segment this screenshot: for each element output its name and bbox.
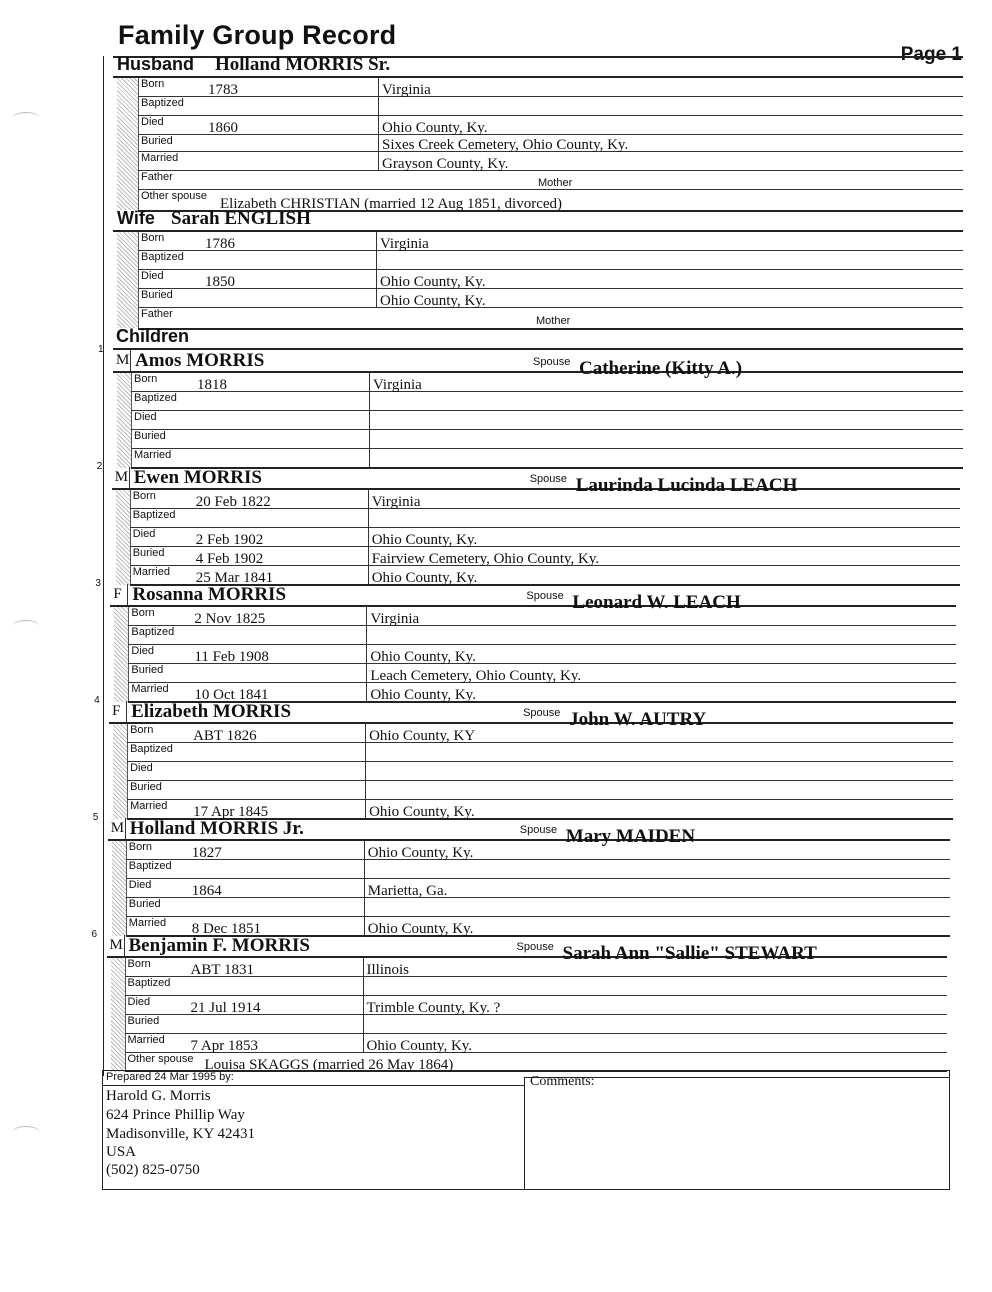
child-hatch xyxy=(113,724,128,819)
child-spouse: Mary MAIDEN xyxy=(565,826,696,847)
column-divider xyxy=(366,607,367,625)
spouse-label: Spouse xyxy=(519,824,558,836)
field-label: Born xyxy=(128,841,153,853)
field-label: Married xyxy=(132,566,170,578)
column-divider xyxy=(368,528,369,546)
child-born-row xyxy=(125,958,947,977)
buried-place: Ohio County, Ky. xyxy=(380,293,486,309)
preparer-name: Harold G. Morris xyxy=(106,1088,211,1104)
children-label: Children xyxy=(116,326,190,346)
sex-divider xyxy=(130,350,131,371)
field-label: Baptized xyxy=(130,743,173,755)
married-date: 10 Oct 1841 xyxy=(194,687,269,703)
field-label: Died xyxy=(130,762,153,774)
field-label: Born xyxy=(134,373,158,385)
child-hatch xyxy=(111,958,126,1072)
died-place: Ohio County, Ky. xyxy=(380,274,486,290)
born-place: Virginia xyxy=(370,611,420,627)
column-divider xyxy=(365,724,366,742)
husband-father-row xyxy=(138,171,963,190)
wife-label: Wife xyxy=(117,208,155,228)
child-sex: F xyxy=(113,586,122,602)
child-died-row xyxy=(131,411,963,430)
child-died-row xyxy=(127,762,953,781)
other-spouse: Elizabeth CHRISTIAN (married 12 Aug 1851, divorced) xyxy=(220,196,563,212)
field-label: Married xyxy=(131,683,169,695)
field-label: Baptized xyxy=(141,97,184,109)
born-place: Virginia xyxy=(373,377,422,393)
child-buried-row xyxy=(130,547,960,566)
field-label: Buried xyxy=(141,135,173,147)
child-name: Benjamin F. MORRIS xyxy=(128,935,310,956)
born-date: 20 Feb 1822 xyxy=(195,494,271,510)
field-label: Buried xyxy=(134,430,166,442)
column-divider xyxy=(369,430,370,448)
field-label: Buried xyxy=(132,547,165,559)
husband-born-row xyxy=(138,78,963,97)
column-divider xyxy=(369,411,370,429)
spouse-label: Spouse xyxy=(533,356,571,368)
column-divider xyxy=(363,996,364,1014)
husband-buried-row xyxy=(138,135,963,152)
child-sex: M xyxy=(110,820,125,836)
binder-hole-mark xyxy=(12,112,40,125)
child-married-row xyxy=(128,683,956,703)
child-name: Amos MORRIS xyxy=(135,350,265,371)
field-label: Baptized xyxy=(128,860,172,872)
field-label: Buried xyxy=(127,1015,160,1027)
field-label: Born xyxy=(141,232,165,244)
child-name: Holland MORRIS Jr. xyxy=(129,818,304,839)
child-born-row xyxy=(131,373,963,392)
field-label: Other spouse xyxy=(141,190,208,202)
child-name: Elizabeth MORRIS xyxy=(131,701,292,722)
field-label: Born xyxy=(141,78,165,90)
born-place: Ohio County, KY xyxy=(369,728,476,744)
born-date: ABT 1831 xyxy=(190,962,254,978)
husband-baptized-row xyxy=(138,97,963,116)
page-number: Page 1 xyxy=(900,44,962,65)
child-sex: M xyxy=(114,469,129,485)
wife-baptized-row xyxy=(138,251,963,270)
husband-label: Husband xyxy=(117,54,195,74)
child-name: Ewen MORRIS xyxy=(133,467,262,488)
column-divider xyxy=(364,841,365,859)
child-buried-row xyxy=(126,898,950,917)
column-divider xyxy=(366,664,367,682)
column-divider xyxy=(378,116,379,134)
born-date: 1818 xyxy=(197,377,227,393)
died-date: 1860 xyxy=(208,120,238,136)
field-label: Father xyxy=(141,171,173,183)
column-divider xyxy=(366,626,367,644)
column-divider xyxy=(368,490,369,508)
child-baptized-row xyxy=(125,977,947,996)
died-place: Ohio County, Ky. xyxy=(382,120,488,136)
child-baptized-row xyxy=(130,509,960,528)
died-date: 1864 xyxy=(191,883,222,899)
column-divider xyxy=(366,683,367,701)
address-country: USA xyxy=(106,1144,137,1160)
married-place: Ohio County, Ky. xyxy=(366,1038,473,1054)
field-label: Married xyxy=(134,449,172,461)
field-label: Born xyxy=(130,724,154,736)
field-label: Died xyxy=(128,879,152,891)
child-married-row xyxy=(127,800,953,820)
footer-rule xyxy=(103,1085,525,1086)
buried-place: Fairview Cemetery, Ohio County, Ky. xyxy=(371,551,600,567)
child-hatch xyxy=(114,607,129,702)
field-label: Buried xyxy=(130,781,162,793)
field-label: Born xyxy=(131,607,155,619)
child-married-row xyxy=(131,449,963,469)
prepared-label: Prepared 24 Mar 1995 by: xyxy=(106,1071,234,1083)
born-date: ABT 1826 xyxy=(193,728,257,744)
child-married-row xyxy=(130,566,960,586)
born-place: Virginia xyxy=(371,494,421,510)
sex-divider xyxy=(125,818,126,839)
died-date: 21 Jul 1914 xyxy=(190,1000,261,1016)
column-divider xyxy=(365,781,366,799)
child-spouse: John W. AUTRY xyxy=(569,709,707,730)
child-sex: F xyxy=(112,703,121,719)
child-died-row xyxy=(125,996,947,1015)
born-date: 1786 xyxy=(205,236,235,252)
field-label: Baptized xyxy=(127,977,171,989)
column-divider xyxy=(365,743,366,761)
column-divider xyxy=(363,977,364,995)
column-divider xyxy=(364,898,365,916)
born-date: 1783 xyxy=(208,82,238,98)
died-date: 11 Feb 1908 xyxy=(194,649,269,665)
address-line-1: 624 Prince Phillip Way xyxy=(106,1107,245,1123)
field-label: Buried xyxy=(128,898,161,910)
buried-date: 4 Feb 1902 xyxy=(195,551,264,567)
wife-header xyxy=(113,210,963,232)
column-divider xyxy=(378,135,379,151)
field-label: Died xyxy=(141,270,164,282)
field-label: Married xyxy=(130,800,168,812)
married-place: Ohio County, Ky. xyxy=(369,804,475,820)
wife-buried-row xyxy=(138,289,963,308)
column-divider xyxy=(365,800,366,818)
wife-name: Sarah ENGLISH xyxy=(171,208,311,229)
child-number: 2 xyxy=(96,461,103,472)
field-label: Baptized xyxy=(134,392,177,404)
wife-died-row xyxy=(138,270,963,289)
born-place: Virginia xyxy=(382,82,431,98)
child-number: 6 xyxy=(91,929,98,940)
field-label: Baptized xyxy=(141,251,184,263)
column-divider xyxy=(363,958,364,976)
child-hatch xyxy=(116,490,131,585)
spouse-label: Spouse xyxy=(526,590,564,602)
born-place: Ohio County, Ky. xyxy=(367,845,474,861)
field-label: Married xyxy=(127,1034,165,1046)
child-born-row xyxy=(126,841,950,860)
column-divider xyxy=(368,547,369,565)
wife-hatch xyxy=(117,232,139,328)
child-hatch xyxy=(117,373,132,468)
child-spouse: Laurinda Lucinda LEACH xyxy=(575,475,798,496)
married-place: Ohio County, Ky. xyxy=(367,921,474,937)
column-divider xyxy=(376,232,377,250)
child-number: 3 xyxy=(95,578,101,589)
column-divider xyxy=(378,97,379,115)
column-divider xyxy=(366,645,367,663)
field-label: Married xyxy=(141,152,179,164)
spouse-label: Spouse xyxy=(523,707,561,719)
married-date: 25 Mar 1841 xyxy=(195,570,274,586)
died-date: 2 Feb 1902 xyxy=(195,532,264,548)
field-label: Born xyxy=(132,490,156,502)
field-label: Born xyxy=(127,958,151,970)
child-born-row xyxy=(130,490,960,509)
born-date: 1827 xyxy=(191,845,222,861)
child-hatch xyxy=(112,841,127,936)
field-label: Died xyxy=(141,116,164,128)
buried-place: Leach Cemetery, Ohio County, Ky. xyxy=(370,668,582,684)
died-place: Ohio County, Ky. xyxy=(371,532,478,548)
mother-label: Mother xyxy=(538,177,573,189)
sex-divider xyxy=(129,467,130,488)
field-label: Died xyxy=(134,411,157,423)
child-number: 1 xyxy=(98,344,104,355)
phone-number: (502) 825-0750 xyxy=(106,1162,200,1178)
child-spouse: Leonard W. LEACH xyxy=(572,592,741,613)
column-divider xyxy=(369,449,370,467)
column-divider xyxy=(363,1034,364,1052)
child-name: Rosanna MORRIS xyxy=(132,584,287,605)
comments-label: Comments: xyxy=(530,1074,595,1089)
born-place: Illinois xyxy=(366,962,410,978)
child-buried-row xyxy=(125,1015,947,1034)
wife-born-row xyxy=(138,232,963,251)
born-place: Virginia xyxy=(380,236,429,252)
child-sex: M xyxy=(116,352,130,368)
field-label: Married xyxy=(128,917,167,929)
married-date: 7 Apr 1853 xyxy=(190,1038,258,1054)
child-married-row xyxy=(126,917,950,937)
died-place: Ohio County, Ky. xyxy=(370,649,476,665)
column-divider xyxy=(378,152,379,170)
child-baptized-row xyxy=(131,392,963,411)
field-label: Buried xyxy=(131,664,164,676)
married-place: Ohio County, Ky. xyxy=(370,687,476,703)
child-born-row xyxy=(128,607,956,626)
sex-divider xyxy=(127,584,128,605)
preparer-footer xyxy=(102,1070,950,1190)
field-label: Died xyxy=(132,528,156,540)
address-line-2: Madisonville, KY 42431 xyxy=(106,1126,256,1142)
other-spouse: Louisa SKAGGS (married 26 May 1864) xyxy=(204,1057,454,1073)
sex-divider xyxy=(124,935,125,956)
wife-father-row xyxy=(138,308,963,330)
column-divider xyxy=(364,917,365,935)
married-date: 8 Dec 1851 xyxy=(191,921,261,937)
died-place: Marietta, Ga. xyxy=(367,883,448,899)
died-date: 1850 xyxy=(205,274,235,290)
child-died-row xyxy=(128,645,956,664)
child-buried-row xyxy=(127,781,953,800)
binder-hole-mark xyxy=(12,1126,40,1139)
column-divider xyxy=(368,509,369,527)
column-divider xyxy=(368,566,369,584)
born-date: 2 Nov 1825 xyxy=(194,611,266,627)
column-divider xyxy=(364,860,365,878)
column-divider xyxy=(369,373,370,391)
page-title: Family Group Record xyxy=(118,20,397,50)
child-married-row xyxy=(125,1034,947,1053)
column-divider xyxy=(376,289,377,307)
child-born-row xyxy=(127,724,953,743)
child-buried-row xyxy=(131,430,963,449)
husband-died-row xyxy=(138,116,963,135)
column-divider xyxy=(363,1015,364,1033)
spouse-label: Spouse xyxy=(516,941,554,953)
husband-name: Holland MORRIS Sr. xyxy=(215,54,391,75)
married-date: 17 Apr 1845 xyxy=(193,804,269,820)
child-baptized-row xyxy=(128,626,956,645)
field-label: Buried xyxy=(141,289,173,301)
child-buried-row xyxy=(128,664,956,683)
column-divider xyxy=(365,762,366,780)
child-baptized-row xyxy=(127,743,953,762)
child-spouse: Sarah Ann "Sallie" STEWART xyxy=(562,943,817,964)
child-died-row xyxy=(126,879,950,898)
buried-place: Sixes Creek Cemetery, Ohio County, Ky. xyxy=(382,137,629,153)
child-baptized-row xyxy=(126,860,950,879)
child-number: 5 xyxy=(92,812,99,823)
child-sex: M xyxy=(109,937,123,953)
column-divider xyxy=(378,78,379,96)
husband-header xyxy=(113,56,963,78)
spouse-label: Spouse xyxy=(529,473,567,485)
field-label: Died xyxy=(131,645,155,657)
field-label: Baptized xyxy=(132,509,176,521)
children-header xyxy=(113,328,963,350)
binder-hole-mark xyxy=(12,620,40,633)
column-divider xyxy=(376,251,377,269)
field-label: Father xyxy=(141,308,173,320)
child-died-row xyxy=(130,528,960,547)
mother-label: Mother xyxy=(536,315,571,327)
married-place: Grayson County, Ky. xyxy=(382,156,509,172)
column-divider xyxy=(369,392,370,410)
field-label: Died xyxy=(127,996,151,1008)
died-place: Trimble County, Ky. ? xyxy=(366,1000,501,1016)
footer-divider xyxy=(524,1077,525,1189)
child-spouse: Catherine (Kitty A.) xyxy=(579,358,743,379)
child-number: 4 xyxy=(94,695,100,706)
married-place: Ohio County, Ky. xyxy=(371,570,478,586)
sex-divider xyxy=(126,701,127,722)
column-divider xyxy=(364,879,365,897)
column-divider xyxy=(376,270,377,288)
husband-married-row xyxy=(138,152,963,171)
husband-hatch xyxy=(117,78,139,210)
field-label: Other spouse xyxy=(127,1053,194,1065)
field-label: Baptized xyxy=(131,626,175,638)
